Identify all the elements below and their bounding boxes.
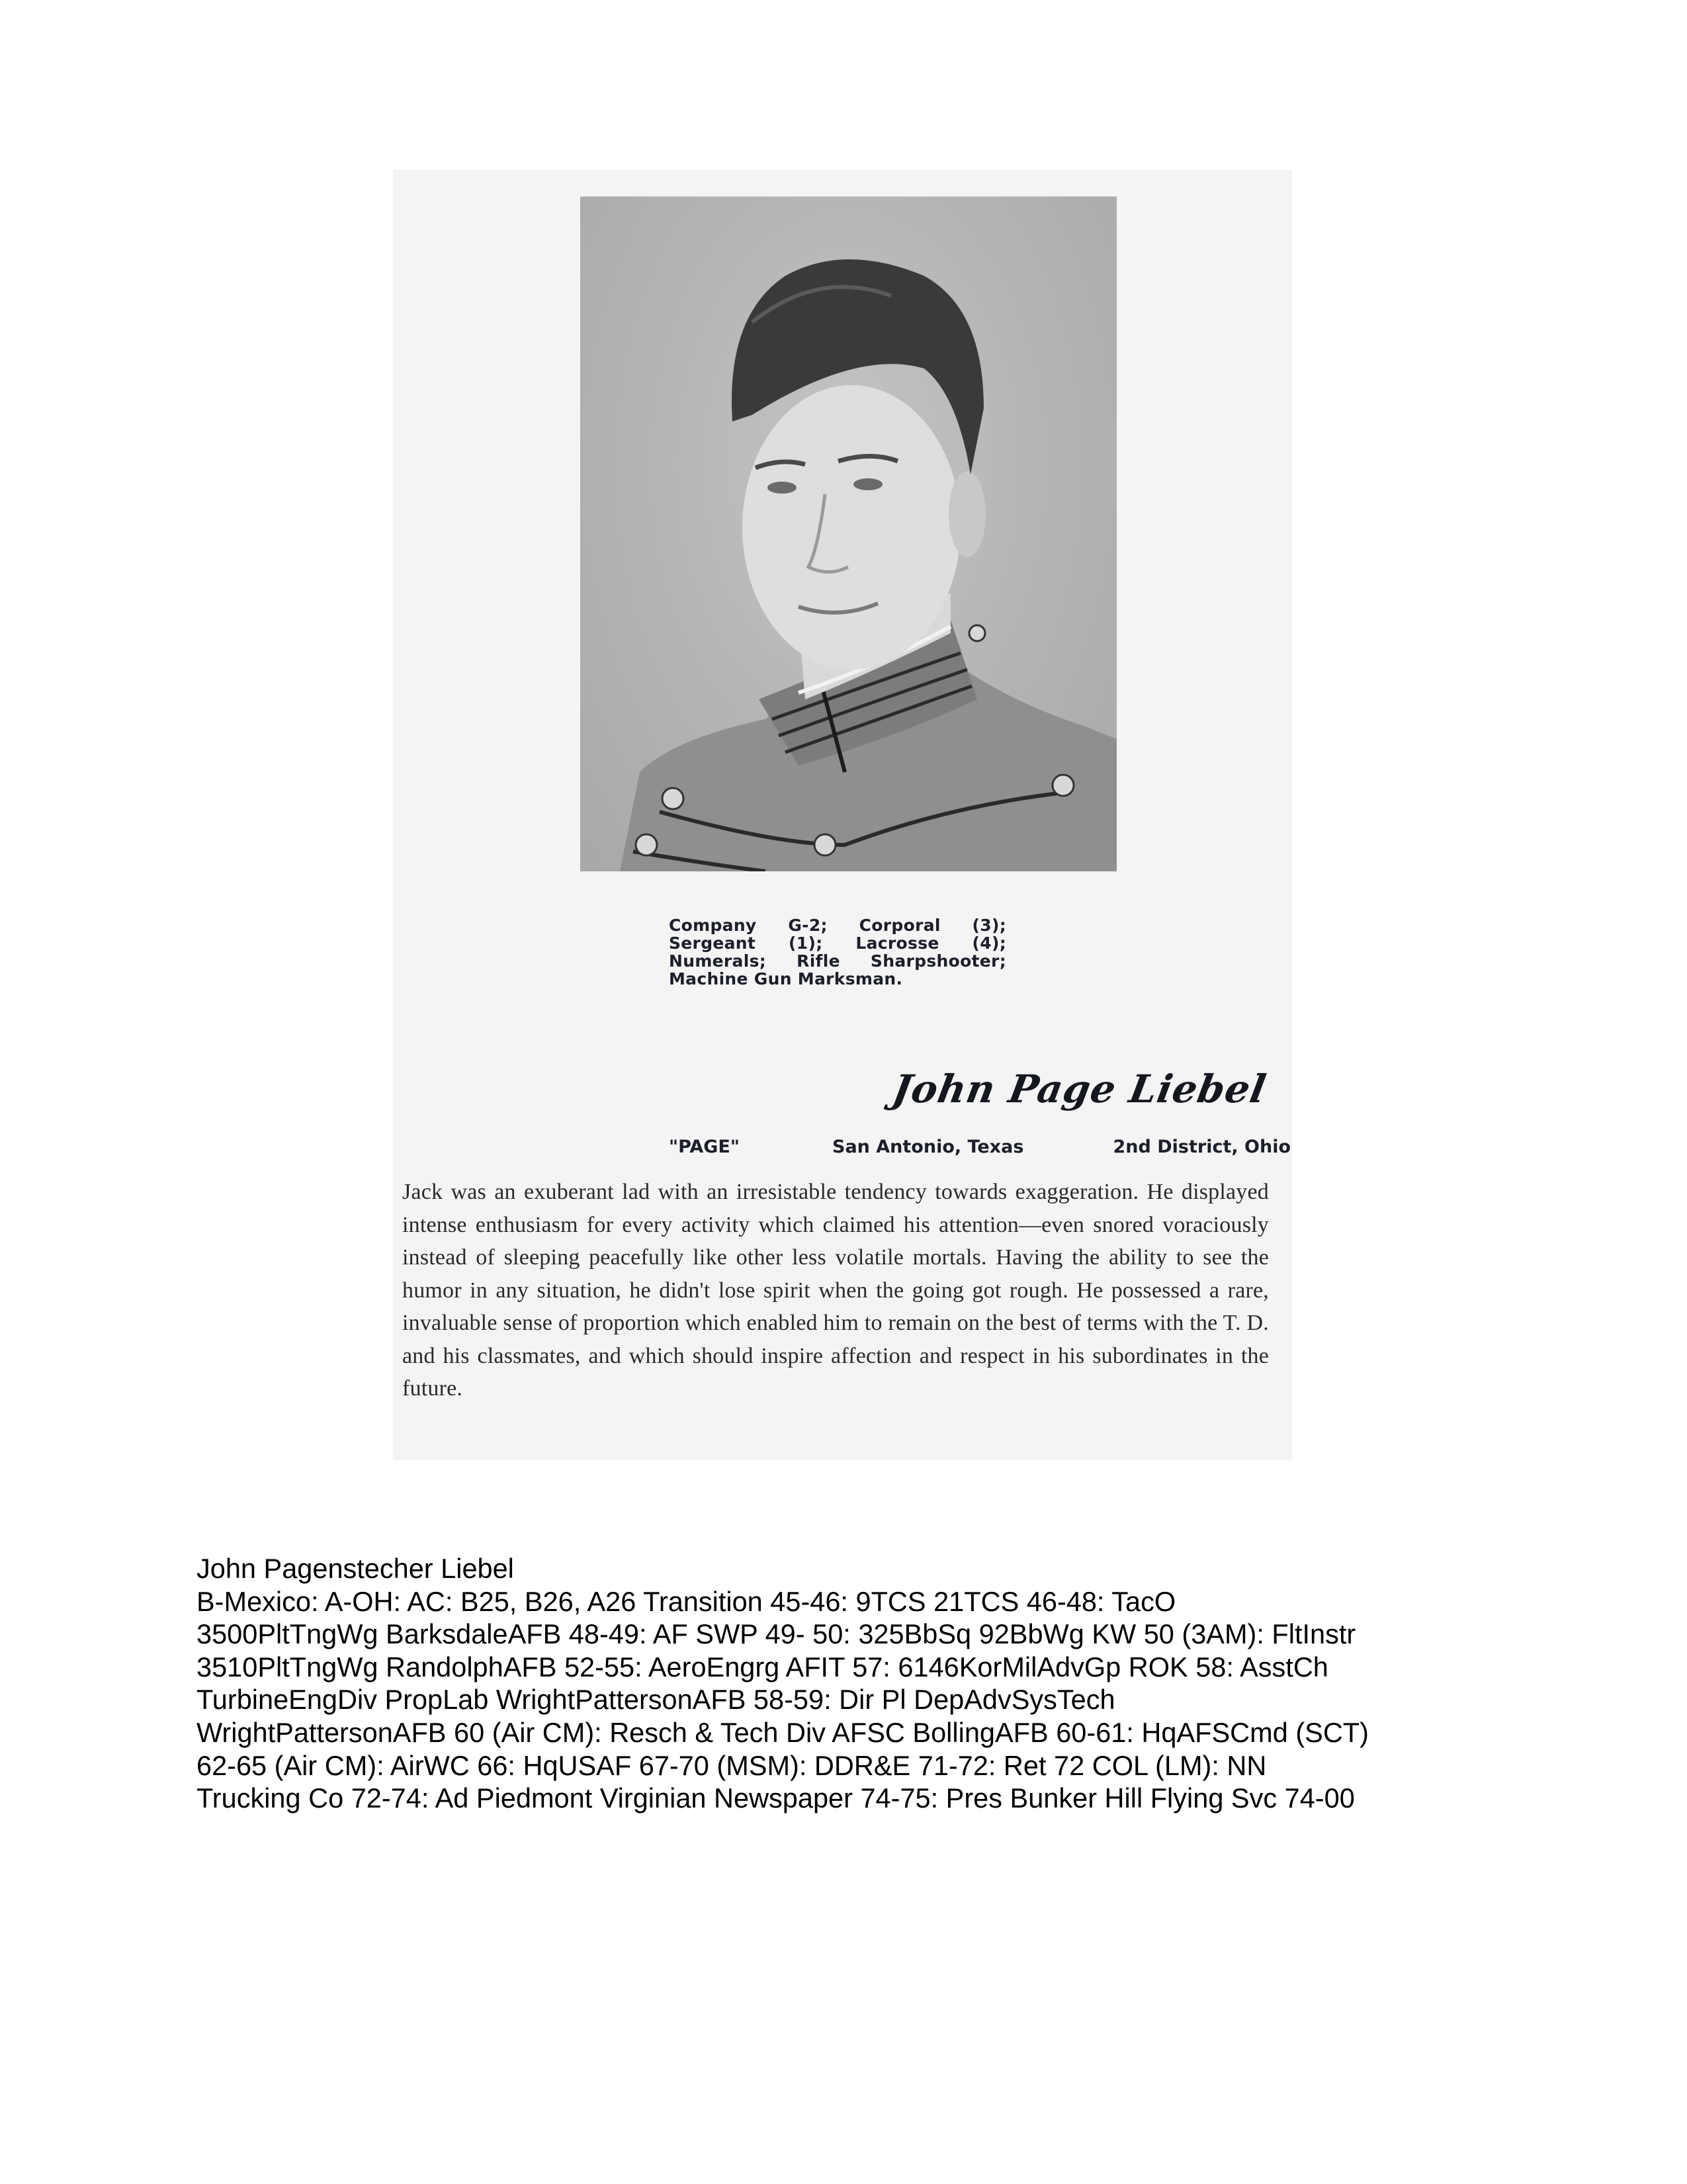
uniform-button [1053,775,1074,796]
cadet-hometown: San Antonio, Texas [832,1137,1024,1157]
career-line: 3500PltTngWg BarksdaleAFB 48-49: AF SWP 49- 50: 325BbSq 92BbWg KW 50 (3AM): FltInstr [196,1618,1356,1650]
ear-shape [949,471,986,557]
cadet-nickname: "PAGE" [669,1137,740,1157]
career-line: Trucking Co 72-74: Ad Piedmont Virginian Newspaper 74-75: Pres Bunker Hill Flying Svc 74-00 [196,1782,1355,1814]
cadet-portrait-photo [580,197,1117,871]
career-line: 62-65 (Air CM): AirWC 66: HqUSAF 67-70 (MSM): DDR&E 71-72: Ret 72 COL (LM): NN [196,1749,1267,1781]
cadet-signature-name: John Page Liebel [888,1067,1270,1112]
uniform-button [969,625,985,641]
career-line: B-Mexico: A-OH: AC: B25, B26, A26 Transition 45-46: 9TCS 21TCS 46-48: TacO [196,1585,1176,1617]
portrait-illustration [580,197,1117,871]
cadet-district: 2nd District, Ohio [1113,1137,1291,1157]
cadet-biography: Jack was an exuberant lad with an irresistable tendency towards exaggeration. He displayed intense enthusiasm for every activity which claimed his attention—even snored voraciously instead of sleeping peacefully like other less volatile mortals. Having the ability to see the humor in any situation, he didn't lose spirit when the going got rough. He possessed a rare, invaluable sense of proportion which enabled him to remain on the best of terms with the T. D. and his classmates, and which should inspire affection and respect in his subordinates in the future. [402,1180,1269,1401]
uniform-button [814,834,836,855]
career-line: TurbineEngDiv PropLab WrightPattersonAFB 58-59: Dir Pl DepAdvSysTech [196,1684,1115,1716]
career-line: 3510PltTngWg RandolphAFB 52-55: AeroEngrg AFIT 57: 6146KorMilAdvGp ROK 58: AsstCh [196,1651,1328,1682]
career-summary [196,1552,1493,1815]
face-shape [742,385,961,670]
career-full-name: John Pagenstecher Liebel [196,1553,514,1584]
career-line: WrightPattersonAFB 60 (Air CM): Resch & Tech Div AFSC BollingAFB 60-61: HqAFSCmd (SCT) [196,1716,1369,1748]
cadet-activities: Company G-2; Corporal (3); Sergeant (1); Lacrosse (4); Numerals; Rifle Sharpshooter; Machine Gun Marksman. [669,916,1006,988]
yearbook-scan [393,170,1292,1460]
uniform-button [662,788,683,809]
uniform-button [636,834,657,855]
